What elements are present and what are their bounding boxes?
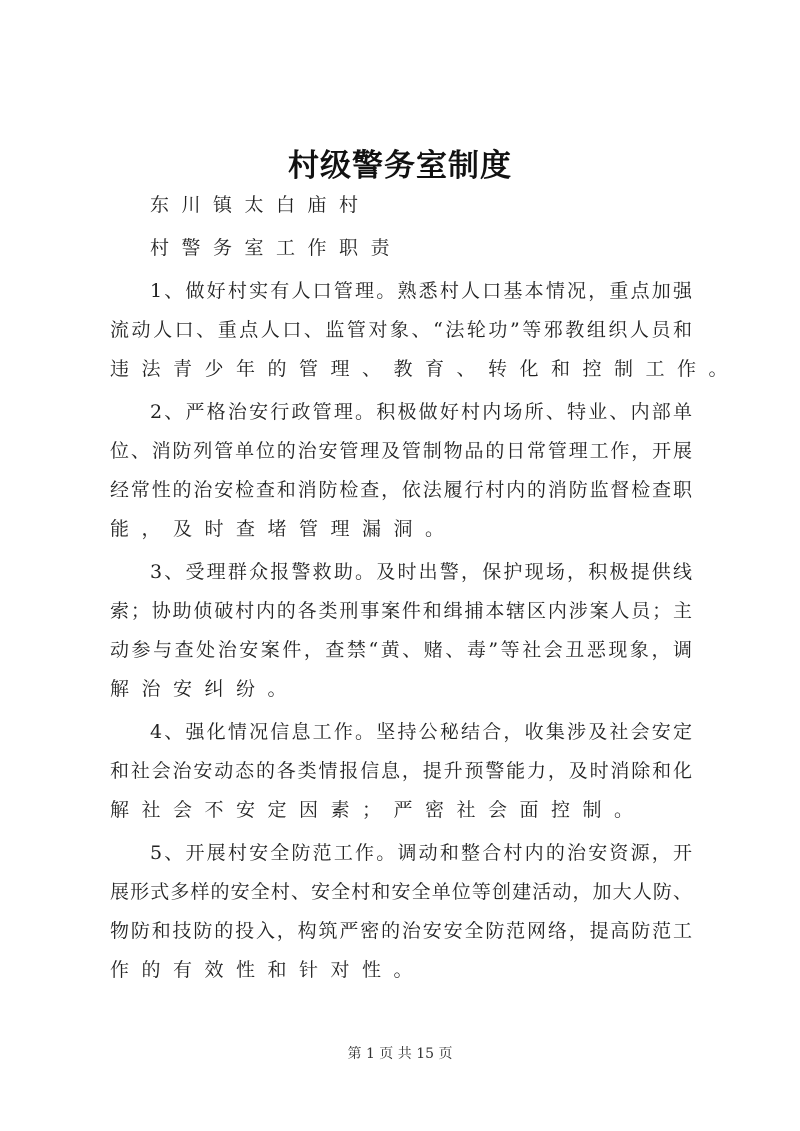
text-line: 解社会不安定因素；严密社会面控制。 [110, 799, 646, 821]
text-line: 和社会治安动态的各类情报信息，提升预警能力，及时消除和化 [110, 760, 692, 782]
text-line: 展形式多样的安全村、安全村和安全单位等创建活动，加大人防、 [110, 881, 692, 903]
text-line: 能，及时查堵管理漏洞。 [110, 518, 457, 540]
text-line: 4、强化情况信息工作。坚持公秘结合，收集涉及社会安定 [150, 721, 692, 743]
paragraph-4 [110, 713, 692, 830]
document-title: 村级警务室制度 [288, 148, 512, 184]
text-line: 流动人口、重点人口、监管对象、“法轮功”等邪教组织人员和 [110, 319, 692, 341]
text-line: 索；协助侦破村内的各类刑事案件和缉捕本辖区内涉案人员；主 [110, 600, 692, 622]
text-line: 经常性的治安检查和消防检查，依法履行村内的消防监督检查职 [110, 479, 692, 501]
page-number: 第 1 页 共 15 页 [347, 1046, 453, 1062]
text-line: 物防和技防的投入，构筑严密的治安安全防范网络，提高防范工 [110, 920, 692, 942]
text-line: 东川镇太白庙村 [150, 194, 371, 216]
text-line: 违法青少年的管理、教育、转化和控制工作。 [110, 358, 741, 380]
text-line: 2、严格治安行政管理。积极做好村内场所、特业、内部单 [150, 401, 692, 423]
text-line: 解治安纠纷。 [110, 678, 300, 700]
paragraph-2 [110, 393, 692, 549]
text-line: 3、受理群众报警救助。及时出警，保护现场，积极提供线 [150, 561, 692, 583]
text-line: 动参与查处治安案件，查禁“黄、赌、毒”等社会丑恶现象，调 [110, 639, 692, 661]
paragraph-1 [110, 272, 741, 389]
subtitle-village [110, 186, 692, 225]
subtitle-duties [110, 229, 692, 268]
text-line: 村警务室工作职责 [150, 237, 403, 259]
paragraph-5 [110, 834, 692, 990]
paragraph-3 [110, 553, 692, 709]
document-body [110, 186, 741, 994]
text-line: 5、开展村安全防范工作。调动和整合村内的治安资源，开 [150, 842, 692, 864]
text-line: 位、消防列管单位的治安管理及管制物品的日常管理工作，开展 [110, 440, 692, 462]
text-line: 作的有效性和针对性。 [110, 959, 426, 981]
text-line: 1、做好村实有人口管理。熟悉村人口基本情况，重点加强 [150, 280, 692, 302]
